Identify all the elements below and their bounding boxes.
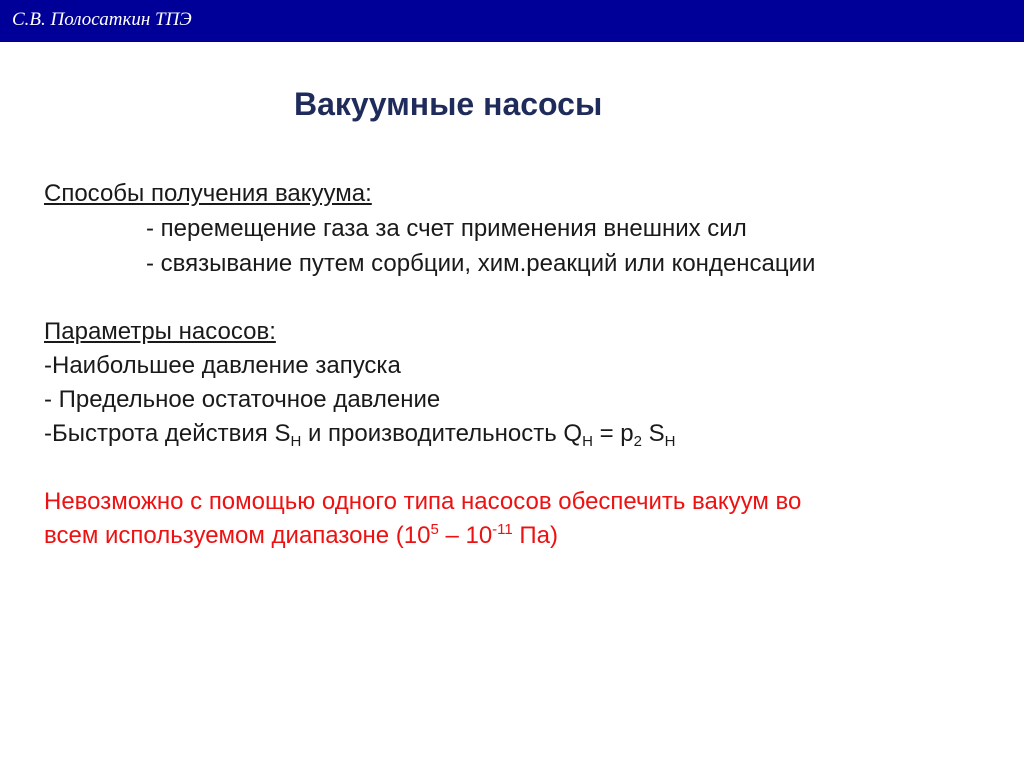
speed-sub-4: H bbox=[664, 433, 676, 450]
speed-sub-2: H bbox=[582, 433, 593, 450]
methods-item-2: - связывание путем сорбции, хим.реакций или конденсации bbox=[146, 250, 816, 277]
note-line-2 bbox=[44, 522, 558, 550]
note-sup-1: 5 bbox=[430, 521, 439, 538]
note-text-c: Па) bbox=[512, 522, 559, 549]
params-item-1: -Наибольшее давление запуска bbox=[44, 352, 401, 379]
note-text-a: всем используемом диапазоне (10 bbox=[44, 522, 431, 549]
author-label: С.В. Полосаткин ТПЭ bbox=[12, 9, 192, 30]
speed-text-1: -Быстрота действия S bbox=[44, 420, 291, 447]
speed-text-2: и производительность Q bbox=[301, 420, 583, 447]
params-heading: Параметры насосов: bbox=[44, 318, 276, 345]
speed-text-3: = p bbox=[592, 420, 634, 447]
speed-sub-3: 2 bbox=[633, 433, 642, 450]
speed-text-4: S bbox=[641, 420, 665, 447]
params-item-2: - Предельное остаточное давление bbox=[44, 386, 441, 413]
methods-item-1: - перемещение газа за счет применения внешних сил bbox=[146, 215, 747, 242]
slide-title: Вакуумные насосы bbox=[294, 86, 603, 122]
note-sup-2: -11 bbox=[492, 521, 513, 538]
params-speed-formula bbox=[44, 420, 676, 448]
header-bar bbox=[0, 0, 1024, 42]
note-text-b: – 10 bbox=[438, 522, 493, 549]
methods-heading: Способы получения вакуума: bbox=[44, 180, 372, 207]
note-line-1: Невозможно с помощью одного типа насосов обеспечить вакуум во bbox=[44, 488, 802, 515]
speed-sub-1: H bbox=[290, 433, 302, 450]
